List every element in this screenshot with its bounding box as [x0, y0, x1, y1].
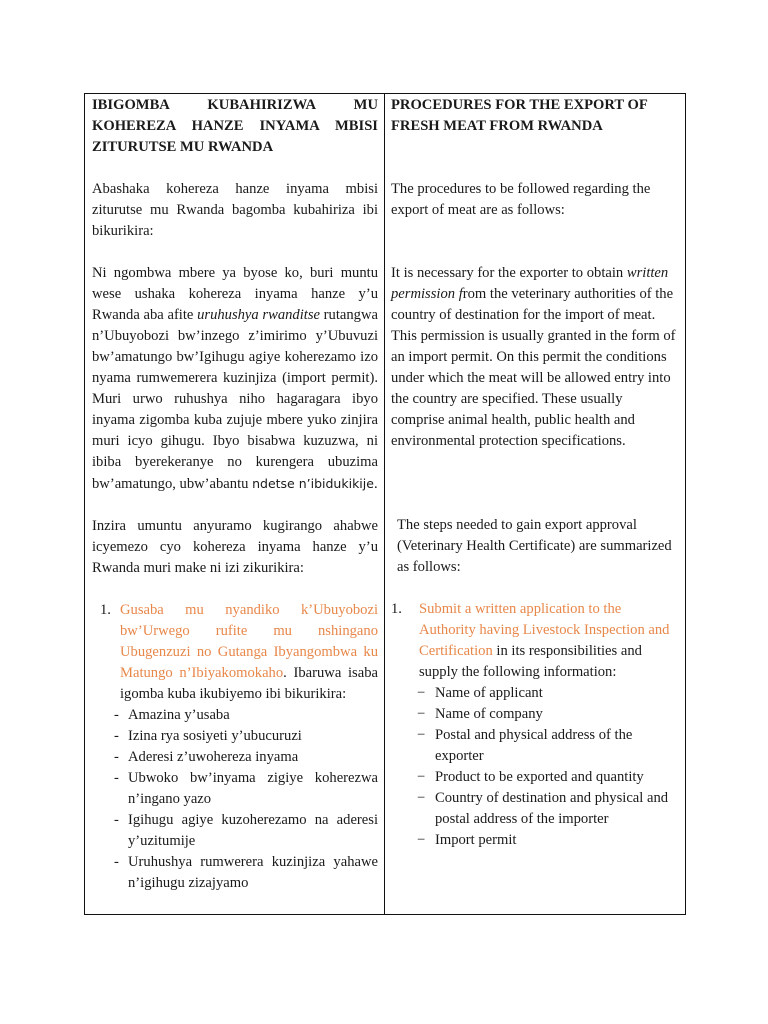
requirement-item	[92, 705, 378, 726]
requirement-text: Amazina y’usaba	[128, 707, 230, 723]
requirement-text: Igihugu agiye kuzoherezamo na aderesi y’uzitumije	[128, 812, 378, 849]
requirement-item	[92, 768, 378, 810]
emphasis-text: uruhushya rwanditse	[197, 307, 320, 323]
step-number: 1.	[100, 602, 111, 618]
kinyarwanda-steps-list	[92, 600, 378, 894]
requirement-item	[391, 683, 679, 704]
kinyarwanda-steps-intro: Inzira umuntu anyuramo kugirango ahabwe icyemezo cyo kohereza inyama hanze y’u Rwanda muri make ni izi zikurikira:	[92, 518, 378, 576]
dash-bullet: −	[417, 706, 426, 722]
kinyarwanda-permit-paragraph: Ni ngombwa mbere ya byose ko, buri muntu wese ushaka kohereza inyama hanze y’u Rwanda aba afite uruhushya rwanditse rutangwa n’Ubuyobozi bw’inzego z’imirimo y’Ubuvuzi bw’amatungo bw’Igihugu agiye koherezamo izo nyama rumwemerera kuzinjiza (import permit). Muri urwo ruhushya niho hagaragara ibyo inyama zigomba kuba zujuje mbere yuko zinjira muri icyo gihugu. Ibyo bisabwa kuzuzwa, ni ibiba byerekeranye no kurengera ubuzima bw’amatungo, ubw’abantu ndetse n’ibidukikije.	[92, 265, 378, 492]
bilingual-table	[84, 93, 686, 915]
requirement-item	[391, 767, 679, 788]
english-permit-paragraph: It is necessary for the exporter to obtain written permission from the veterinary authorities of the country of destination for the import of meat. This permission is usually granted in the form of an import permit. On this permit the conditions under which the meat will be allowed entry into the country are specified. These usually comprise animal health, public health and environmental protection specifications.	[391, 265, 676, 449]
requirement-text: Product to be exported and quantity	[435, 769, 644, 785]
dash-bullet: −	[417, 832, 426, 848]
dash-bullet: −	[417, 727, 426, 743]
dash-bullet: -	[114, 770, 119, 786]
requirement-text: Ubwoko bw’inyama zigiye koherezwa n’ingano yazo	[128, 770, 378, 807]
dash-bullet: -	[114, 812, 119, 828]
requirement-text: Country of destination and physical and postal address of the importer	[435, 790, 669, 827]
requirement-item	[92, 747, 378, 768]
english-requirements-list	[391, 683, 679, 851]
requirement-item	[391, 725, 679, 767]
english-column	[385, 94, 685, 914]
dash-bullet: -	[114, 728, 119, 744]
dash-bullet: -	[114, 854, 119, 870]
dash-bullet: −	[417, 769, 426, 785]
requirement-text: Aderesi z’uwohereza inyama	[128, 749, 299, 765]
kinyarwanda-intro-paragraph: Abashaka kohereza hanze inyama mbisi ziturutse mu Rwanda bagomba kubahiriza ibi bikurikira:	[92, 181, 378, 239]
requirement-text: Import permit	[435, 832, 517, 848]
english-steps-list	[391, 599, 679, 851]
dash-bullet: -	[114, 707, 119, 723]
english-steps-intro: The steps needed to gain export approval (Veterinary Health Certificate) are summarized as follows:	[397, 517, 672, 575]
english-heading: PROCEDURES FOR THE EXPORT OF FRESH MEAT FROM RWANDA	[391, 97, 648, 134]
english-intro-paragraph: The procedures to be followed regarding the export of meat are as follows:	[391, 181, 651, 218]
kinyarwanda-requirements-list	[92, 705, 378, 894]
requirement-text: Postal and physical address of the exporter	[435, 727, 633, 764]
requirement-text: Uruhushya rumwerera kuzinjiza yahawe n’igihugu zizajyamo	[128, 854, 378, 891]
dash-bullet: −	[417, 685, 426, 701]
step-number: 1.	[391, 601, 402, 617]
list-item: 1. Submit a written application to the Authority having Livestock Inspection and Certification in its responsibilities and supply the following information: − Name of applicant − Name of company − Postal and physical address of the exporter − Product to be exported and quantity − Country of destination and physical and postal address of the importer − Import permit	[391, 599, 679, 851]
requirement-item	[92, 726, 378, 747]
dash-bullet: -	[114, 749, 119, 765]
requirement-item	[391, 704, 679, 725]
highlighted-authority-text: Gusaba mu nyandiko k’Ubuyobozi bw’Urwego rufite mu nshingano Ubugenzuzi no Gutanga Ibyangombwa ku Matungo n’Ibiyakomokaho	[120, 602, 378, 681]
dash-bullet: −	[417, 790, 426, 806]
requirement-text: Name of company	[435, 706, 543, 722]
requirement-item	[391, 788, 679, 830]
requirement-text: Izina rya sosiyeti y’ubucuruzi	[128, 728, 302, 744]
kinyarwanda-column	[85, 94, 385, 914]
requirement-item	[391, 830, 679, 851]
emphasis-text: written permission f	[391, 265, 669, 302]
kinyarwanda-heading: IBIGOMBA KUBAHIRIZWA MU KOHEREZA HANZE INYAMA MBISI ZITURUTSE MU RWANDA	[92, 97, 378, 155]
highlighted-authority-text: Submit a written application to the Authority having Livestock Inspection and Certification	[419, 601, 670, 659]
requirement-text: Name of applicant	[435, 685, 543, 701]
requirement-item	[92, 852, 378, 894]
list-item: 1. Gusaba mu nyandiko k’Ubuyobozi bw’Urwego rufite mu nshingano Ubugenzuzi no Gutanga Ibyangombwa ku Matungo n’Ibiyakomokaho. Ibaruwa isaba igomba kuba ikubiyemo ibi bikurikira: - Amazina y’usaba - Izina rya sosiyeti y’ubucuruzi - Aderesi z’uwohereza inyama - Ubwoko bw’inyama zigiye koherezwa n’ingano yazo - Igihugu agiye kuzoherezamo na aderesi y’uzitumije - Uruhushya rumwerera kuzinjiza yahawe n’igihugu zizajyamo	[92, 600, 378, 894]
requirement-item	[92, 810, 378, 852]
